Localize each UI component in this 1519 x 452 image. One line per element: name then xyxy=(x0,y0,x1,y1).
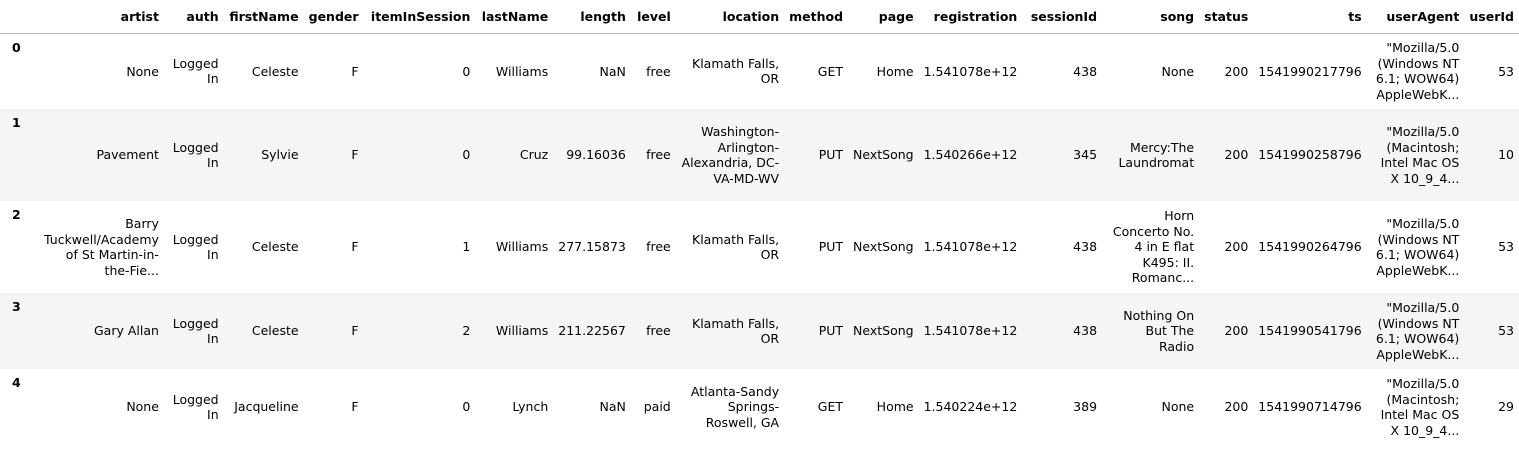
cell-iteminsession: 2 xyxy=(462,323,471,339)
cell-auth: Logged In xyxy=(172,139,219,170)
cell-artist: None xyxy=(126,63,159,79)
cell-useragent: "Mozilla/5.0 (Windows NT 6.1; WOW64) AppleWebK... xyxy=(1375,40,1460,102)
cell-sessionid: 438 xyxy=(1073,323,1098,339)
column-header-song: song xyxy=(1102,0,1199,33)
cell-page: NextSong xyxy=(853,147,914,163)
cell-lastname: Lynch xyxy=(512,399,549,415)
cell-iteminsession: 0 xyxy=(462,63,471,79)
cell-location: Atlanta-Sandy Springs-Roswell, GA xyxy=(690,383,780,430)
cell-gender: F xyxy=(351,399,359,415)
column-header-status: status xyxy=(1199,0,1253,33)
header-row xyxy=(0,0,1519,33)
cell-sessionid: 389 xyxy=(1073,399,1098,415)
column-header-location: location xyxy=(676,0,784,33)
cell-ts: 1541990714796 xyxy=(1258,399,1362,415)
cell-auth: Logged In xyxy=(172,391,219,422)
cell-auth: Logged In xyxy=(172,315,219,346)
cell-artist: Barry Tuckwell/Academy of St Martin-in-the-Fie... xyxy=(44,216,159,278)
column-header-page: page xyxy=(848,0,919,33)
column-header-gender: gender xyxy=(304,0,364,33)
cell-firstname: Jacqueline xyxy=(234,399,299,415)
cell-auth: Logged In xyxy=(172,231,219,262)
cell-userid: 53 xyxy=(1498,63,1514,79)
cell-ts: 1541990541796 xyxy=(1258,323,1362,339)
cell-level: free xyxy=(646,147,671,163)
cell-gender: F xyxy=(351,239,359,255)
cell-location: Klamath Falls, OR xyxy=(692,315,780,346)
cell-registration: 1.541078e+12 xyxy=(923,239,1018,255)
cell-gender: F xyxy=(351,323,359,339)
cell-userid: 53 xyxy=(1498,323,1514,339)
column-header-ts: ts xyxy=(1253,0,1366,33)
cell-firstname: Celeste xyxy=(251,63,299,79)
cell-ts: 1541990258796 xyxy=(1258,147,1362,163)
cell-location: Washington-Arlington-Alexandria, DC-VA-MD-WV xyxy=(681,124,780,186)
cell-song: None xyxy=(1161,63,1195,79)
column-header-registration: registration xyxy=(919,0,1023,33)
cell-method: PUT xyxy=(818,323,844,339)
cell-location: Klamath Falls, OR xyxy=(692,231,780,262)
cell-iteminsession: 0 xyxy=(462,147,471,163)
cell-page: NextSong xyxy=(853,239,914,255)
cell-firstname: Celeste xyxy=(251,323,299,339)
cell-page: Home xyxy=(876,399,914,415)
row-index: 1 xyxy=(12,115,21,130)
cell-auth: Logged In xyxy=(172,55,219,87)
cell-lastname: Williams xyxy=(495,63,549,79)
table-row xyxy=(0,369,1519,445)
cell-length: NaN xyxy=(599,399,626,415)
column-header-firstname: firstName xyxy=(224,0,304,33)
cell-useragent: "Mozilla/5.0 (Windows NT 6.1; WOW64) AppleWebK... xyxy=(1375,300,1460,362)
cell-useragent: "Mozilla/5.0 (Windows NT 6.1; WOW64) AppleWebK... xyxy=(1375,216,1460,278)
cell-page: NextSong xyxy=(853,323,914,339)
cell-registration: 1.540266e+12 xyxy=(923,147,1018,163)
table-row xyxy=(0,109,1519,201)
column-header-sessionid: sessionId xyxy=(1022,0,1102,33)
cell-userid: 10 xyxy=(1498,147,1514,163)
index-header xyxy=(0,0,39,33)
row-index: 4 xyxy=(12,375,21,390)
cell-method: PUT xyxy=(818,239,844,255)
cell-artist: None xyxy=(126,399,159,415)
cell-sessionid: 345 xyxy=(1073,147,1098,163)
cell-registration: 1.540224e+12 xyxy=(923,399,1018,415)
column-header-userid: userId xyxy=(1464,0,1519,33)
cell-song: Nothing On But The Radio xyxy=(1123,307,1195,354)
cell-iteminsession: 1 xyxy=(462,239,471,255)
table-row xyxy=(0,33,1519,109)
cell-iteminsession: 0 xyxy=(462,399,471,415)
cell-length: NaN xyxy=(599,63,626,79)
cell-registration: 1.541078e+12 xyxy=(923,323,1018,339)
row-index: 0 xyxy=(12,39,21,55)
cell-length: 211.22567 xyxy=(558,323,626,339)
cell-method: GET xyxy=(817,63,844,79)
row-index: 2 xyxy=(12,207,21,222)
cell-lastname: Cruz xyxy=(519,147,549,163)
cell-status: 200 xyxy=(1224,63,1249,79)
cell-userid: 53 xyxy=(1498,239,1514,255)
cell-song: Mercy:The Laundromat xyxy=(1118,139,1195,170)
column-header-level: level xyxy=(631,0,676,33)
cell-song: Horn Concerto No. 4 in E flat K495: II. Romanc... xyxy=(1112,208,1195,286)
cell-userid: 29 xyxy=(1498,399,1514,415)
cell-status: 200 xyxy=(1224,239,1249,255)
column-header-auth: auth xyxy=(164,0,224,33)
cell-length: 277.15873 xyxy=(558,239,626,255)
cell-level: paid xyxy=(643,399,671,415)
cell-page: Home xyxy=(876,63,914,79)
cell-gender: F xyxy=(351,147,359,163)
cell-method: GET xyxy=(817,399,844,415)
cell-level: free xyxy=(646,63,671,79)
column-header-method: method xyxy=(784,0,848,33)
cell-artist: Gary Allan xyxy=(94,323,159,339)
cell-useragent: "Mozilla/5.0 (Macintosh; Intel Mac OS X 10_9_4... xyxy=(1380,124,1460,186)
cell-useragent: "Mozilla/5.0 (Macintosh; Intel Mac OS X 10_9_4... xyxy=(1380,376,1460,438)
cell-status: 200 xyxy=(1224,323,1249,339)
column-header-useragent: userAgent xyxy=(1367,0,1465,33)
cell-ts: 1541990264796 xyxy=(1258,239,1362,255)
cell-lastname: Williams xyxy=(495,323,549,339)
table-row xyxy=(0,293,1519,369)
column-header-artist: artist xyxy=(39,0,164,33)
column-header-length: length xyxy=(553,0,631,33)
cell-status: 200 xyxy=(1224,147,1249,163)
cell-level: free xyxy=(646,323,671,339)
cell-firstname: Celeste xyxy=(251,239,299,255)
cell-registration: 1.541078e+12 xyxy=(923,63,1018,79)
cell-lastname: Williams xyxy=(495,239,549,255)
cell-gender: F xyxy=(351,63,359,79)
cell-length: 99.16036 xyxy=(566,147,626,163)
cell-artist: Pavement xyxy=(96,147,159,163)
cell-location: Klamath Falls, OR xyxy=(692,55,780,87)
row-index: 3 xyxy=(12,299,21,314)
cell-sessionid: 438 xyxy=(1073,239,1098,255)
column-header-iteminsession: itemInSession xyxy=(364,0,476,33)
cell-firstname: Sylvie xyxy=(261,147,299,163)
column-header-lastname: lastName xyxy=(475,0,553,33)
cell-level: free xyxy=(646,239,671,255)
cell-status: 200 xyxy=(1224,399,1249,415)
cell-song: None xyxy=(1161,399,1195,415)
cell-ts: 1541990217796 xyxy=(1258,63,1362,79)
table-row xyxy=(0,201,1519,293)
cell-method: PUT xyxy=(818,147,844,163)
cell-sessionid: 438 xyxy=(1073,63,1098,79)
